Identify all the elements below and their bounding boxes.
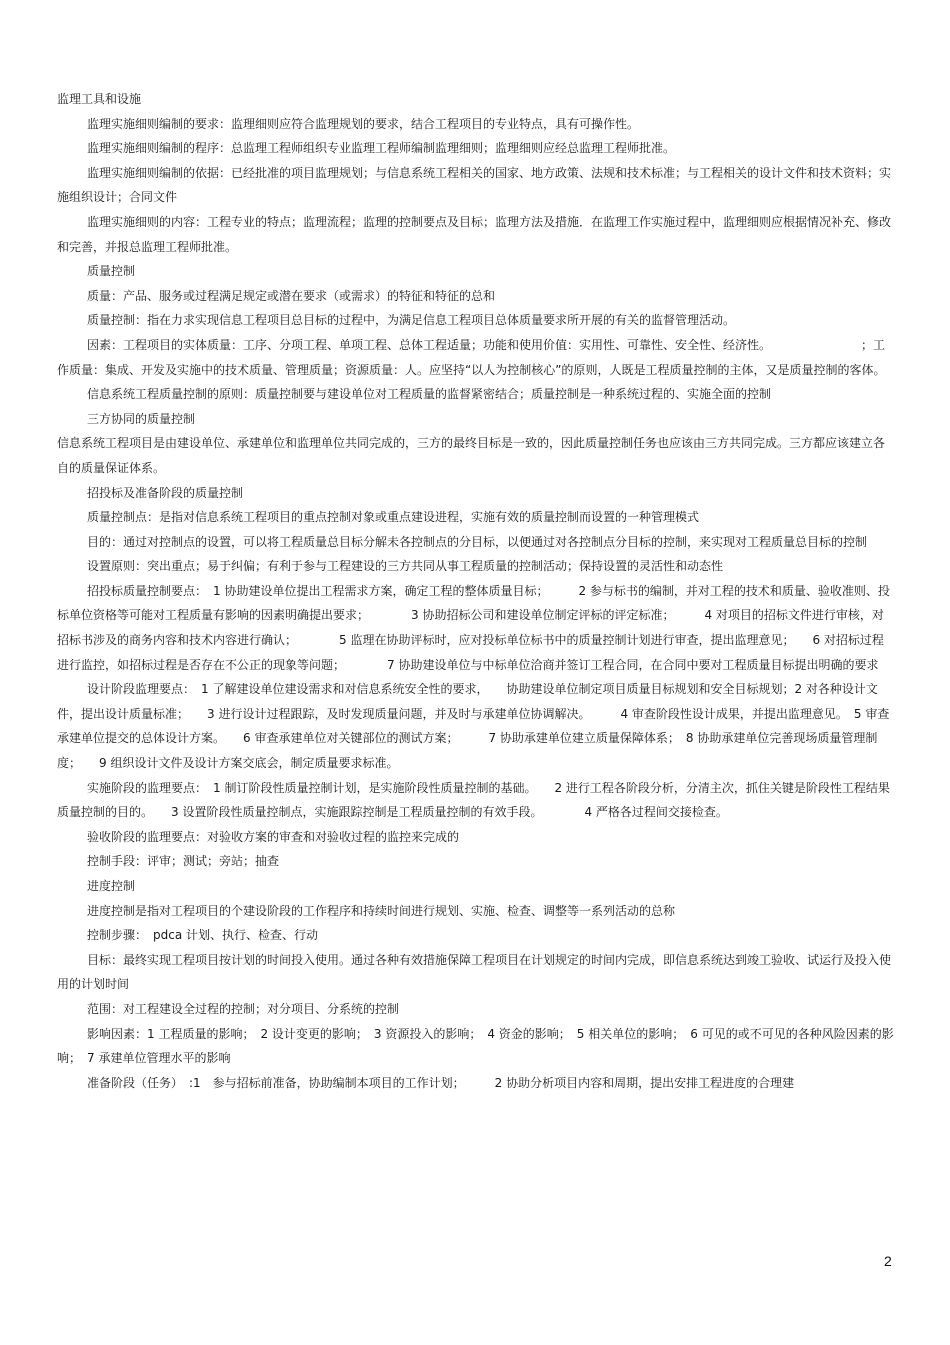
paragraph: 质量控制点：是指对信息系统工程项目的重点控制对象或重点建设进程，实施有效的质量控制而设置的一种管理模式 [87, 510, 700, 525]
paragraph: 质量：产品、服务或过程满足规定或潜在要求（或需求）的特征和特征的总和 [87, 288, 496, 303]
paragraph: 招投标及准备阶段的质量控制 [87, 485, 244, 500]
paragraph: 进度控制 [87, 879, 136, 893]
paragraph: 目的：通过对控制点的设置，可以将工程质量总目标分解未各控制点的分目标，以便通过对各控制点分目标的控制，来实现对工程质量总目标的控制 [87, 534, 868, 549]
paragraph: 信息系统工程项目是由建设单位、承建单位和监理单位共同完成的，三方的最终目标是一致的，因此质量控制任务也应该由三方共同完成。三方都应该建立各自的质量保证体系。 [57, 436, 886, 475]
paragraph: 目标：最终实现工程项目按计划的时间投入使用。通过各种有效措施保障工程项目在计划规定的时间内完成，即信息系统达到竣工验收、试运行及投入使用的计划时间 [57, 952, 892, 992]
paragraph: 范围：对工程建设全过程的控制；对分项目、分系统的控制 [87, 1001, 400, 1016]
document-body [57, 87, 895, 1095]
paragraph: 信息系统工程质量控制的原则：质量控制要与建设单位对工程质量的监督紧密结合；质量控制是一种系统过程的、实施全面的控制 [87, 387, 772, 402]
paragraph: 设计阶段监理要点： 1 了解建设单位建设需求和对信息系统安全性的要求， 协助建设单位制定项目质量目标规划和安全目标规划；2 对各种设计文件，提出设计质量标准； 3 进行设计过程跟踪，及时发现质量问题，并及时与承建单位协调解决。 4 审查阶段性设计成果，并提出监理意见。 5 审查承建单位提交的总体设计方案。 6 审查承建单位对关键部位的测试方案； 7 协助承建单位建立质量保障体系； 8 协助承建单位完善现场质量管理制度； 9 组织设计文件及设计方案交底会，制定质量要求标准。 [57, 682, 890, 771]
paragraph: 控制步骤： pdca 计划、执行、检查、行动 [87, 928, 319, 943]
paragraph: 监理实施细则的内容：工程专业的特点；监理流程；监理的控制要点及目标；监理方法及措施．在监理工作实施过程中，监理细则应根据情况补充、修改和完善，并报总监理工程师批准。 [57, 214, 892, 254]
paragraph: 监理实施细则编制的要求：监理细则应符合监理规划的要求，结合工程项目的专业特点，具有可操作性。 [87, 116, 640, 131]
paragraph: 监理工具和设施 [57, 92, 142, 106]
paragraph: 三方协同的质量控制 [87, 411, 196, 426]
paragraph: 设置原则：突出重点；易于纠偏；有利于参与工程建设的三方共同从事工程质量的控制活动；保持设置的灵活性和动态性 [87, 559, 724, 574]
paragraph: 实施阶段的监理要点： 1 制订阶段性质量控制计划，是实施阶段性质量控制的基础。 2 进行工程各阶段分析，分清主次，抓住关键是阶段性工程结果质量控制的目的。 3 设置阶段性质量控制点，实施跟踪控制是工程质量控制的有效手段。 4 严格各过程间交接检查。 [57, 780, 890, 820]
paragraph: 影响因素：1 工程质量的影响； 2 设计变更的影响； 3 资源投入的影响； 4 资金的影响； 5 相关单位的影响； 6 可见的或不可见的各种风险因素的影响； 7 承建单位管理水平的影响 [57, 1026, 894, 1066]
paragraph: 招投标质量控制要点： 1 协助建设单位提出工程需求方案，确定工程的整体质量目标； 2 参与标书的编制，并对工程的技术和质量、验收准则、投标单位资格等可能对工程质量有影响的因素明确提出要求； 3 协助招标公司和建设单位制定评标的评定标准； 4 对项目的招标文件进行审核，对招标书涉及的商务内容和技术内容进行确认； 5 监理在协助评标时，应对投标单位标书中的质量控制计划进行审查，提出监理意见； 6 对招标过程进行监控，如招标过程是否存在不公正的现象等问题； 7 协助建设单位与中标单位洽商并签订工程合同，在合同中要对工程质量目标提出明确的要求 [57, 583, 890, 672]
paragraph: 质量控制：指在力求实现信息工程项目总目标的过程中，为满足信息工程项目总体质量要求所开展的有关的监督管理活动。 [87, 313, 736, 328]
paragraph: 监理实施细则编制的依据：已经批准的项目监理规划；与信息系统工程相关的国家、地方政策、法规和技术标准；与工程相关的设计文件和技术资料；实施组织设计；合同文件 [57, 165, 892, 205]
paragraph: 控制手段：评审；测试；旁站；抽查 [87, 854, 280, 869]
paragraph: 验收阶段的监理要点：对验收方案的审查和对验收过程的监控来完成的 [87, 829, 460, 844]
page-number: 2 [884, 1253, 892, 1269]
paragraph: 质量控制 [87, 264, 136, 279]
paragraph: 进度控制是指对工程项目的个建设阶段的工作程序和持续时间进行规划、实施、检查、调整等一系列活动的总称 [87, 903, 676, 918]
paragraph: 准备阶段（任务） :1 参与招标前准备，协助编制本项目的工作计划； 2 协助分析项目内容和周期，提出安排工程进度的合理建 [87, 1075, 795, 1090]
paragraph: 监理实施细则编制的程序：总监理工程师组织专业监理工程师编制监理细则；监理细则应经总监理工程师批准。 [87, 141, 676, 156]
paragraph: 因素：工程项目的实体质量：工序、分项工程、单项工程、总体工程适量；功能和使用价值：实用性、可靠性、安全性、经济性。 ；工作质量：集成、开发及实施中的技术质量、管理质量；资源质量：人。应坚持“以人为控制核心”的原则，人既是工程质量控制的主体，又是质量控制的客体。 [57, 337, 886, 377]
